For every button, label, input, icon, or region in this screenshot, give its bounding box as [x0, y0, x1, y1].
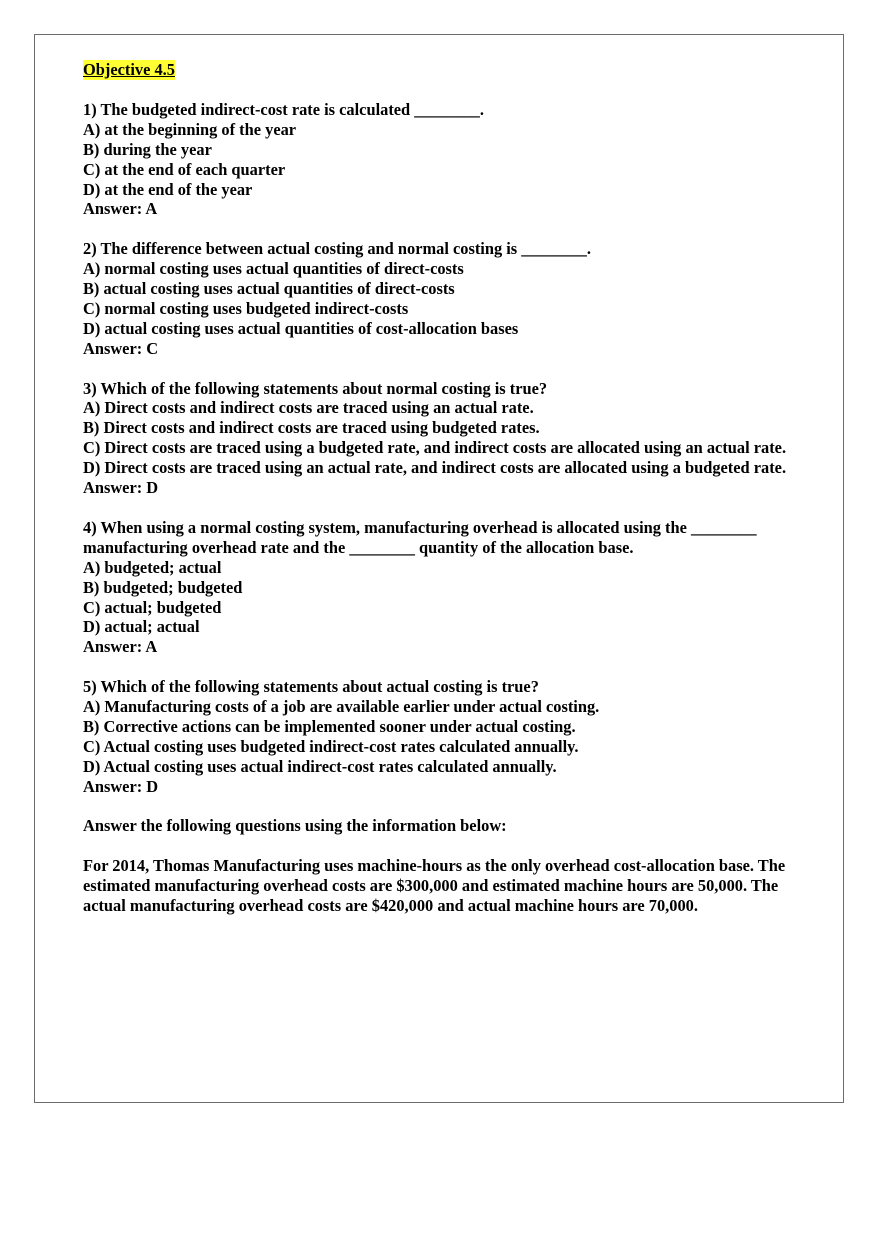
option-a: A) at the beginning of the year [83, 119, 297, 139]
option-d: D) actual costing uses actual quantities of cost-allocation bases [83, 318, 519, 338]
scenario-text: For 2014, Thomas Manufacturing uses machine-hours as the only overhead cost-allocation base. The estimated manufacturing overhead costs are $300,000 and estimated machine hours are 50,000. The actual manufacturing overhead costs are $420,000 and actual machine hours are 70,000. [83, 856, 786, 916]
question-3 [83, 379, 803, 498]
option-c: C) actual; budgeted [83, 597, 222, 617]
option-b: B) actual costing uses actual quantities of direct-costs [83, 279, 455, 299]
answer: Answer: A [83, 637, 158, 657]
question-4 [83, 518, 803, 657]
option-d: D) actual; actual [83, 617, 200, 637]
answer: Answer: C [83, 338, 159, 358]
option-a: A) Direct costs and indirect costs are traced using an actual rate. [83, 398, 534, 418]
option-a: A) budgeted; actual [83, 557, 222, 577]
option-c: C) Direct costs are traced using a budgeted rate, and indirect costs are allocated using an actual rate. [83, 438, 787, 458]
document-content [83, 60, 803, 936]
question-stem: 3) Which of the following statements about normal costing is true? [83, 378, 548, 398]
option-d: D) Actual costing uses actual indirect-cost rates calculated annually. [83, 756, 557, 776]
option-a: A) normal costing uses actual quantities of direct-costs [83, 259, 464, 279]
option-d: D) Direct costs are traced using an actual rate, and indirect costs are allocated using a budgeted rate. [83, 458, 787, 478]
answer: Answer: A [83, 199, 158, 219]
option-c: C) at the end of each quarter [83, 159, 286, 179]
option-b: B) Direct costs and indirect costs are traced using budgeted rates. [83, 418, 540, 438]
option-a: A) Manufacturing costs of a job are available earlier under actual costing. [83, 697, 600, 717]
instruction-text: Answer the following questions using the information below: [83, 816, 507, 836]
option-d: D) at the end of the year [83, 179, 253, 199]
option-b: B) Corrective actions can be implemented sooner under actual costing. [83, 716, 576, 736]
question-5 [83, 677, 803, 796]
page-frame [34, 34, 844, 1103]
answer: Answer: D [83, 478, 159, 498]
question-1 [83, 100, 803, 219]
answer: Answer: D [83, 776, 159, 796]
option-c: C) normal costing uses budgeted indirect-costs [83, 298, 409, 318]
objective-label: Objective 4.5 [83, 60, 175, 79]
question-2 [83, 239, 803, 358]
option-c: C) Actual costing uses budgeted indirect-cost rates calculated annually. [83, 736, 579, 756]
option-b: B) budgeted; budgeted [83, 577, 243, 597]
question-stem: 1) The budgeted indirect-cost rate is calculated ________. [83, 99, 484, 119]
question-stem: 4) When using a normal costing system, manufacturing overhead is allocated using the ________ manufacturing overhead rate and the ________ quantity of the allocation base. [83, 517, 757, 557]
option-b: B) during the year [83, 139, 212, 159]
question-stem: 5) Which of the following statements about actual costing is true? [83, 677, 539, 697]
objective-heading [83, 60, 803, 100]
question-stem: 2) The difference between actual costing and normal costing is ________. [83, 239, 591, 259]
